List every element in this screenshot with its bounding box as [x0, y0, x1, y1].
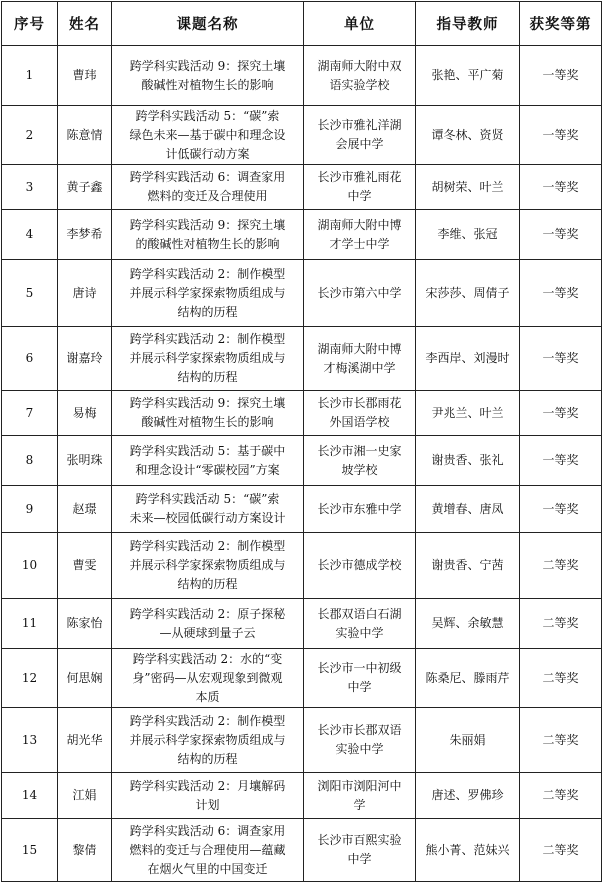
school-unit	[304, 708, 416, 773]
table-row	[2, 46, 602, 106]
topic-title-line: 跨学科实践活动 6：调查家用	[129, 823, 286, 838]
advisor-teachers: 李维、张冠	[416, 210, 520, 260]
row-seq: 1	[2, 46, 58, 106]
school-unit-line: 湖南师大附中双	[317, 58, 402, 73]
topic-title	[112, 533, 304, 599]
topic-title-line: 结构的历程	[177, 304, 238, 319]
school-unit-line: 实验中学	[335, 742, 384, 756]
award-level: 二等奖	[520, 708, 602, 773]
row-seq: 12	[2, 649, 58, 708]
table-row	[2, 773, 602, 819]
row-seq: 9	[2, 486, 58, 533]
advisor-teachers: 谭冬林、资贤	[416, 106, 520, 165]
header-topic: 课题名称	[112, 2, 304, 46]
school-unit	[304, 391, 416, 436]
award-level: 一等奖	[520, 486, 602, 533]
student-name: 曹雯	[58, 533, 112, 599]
school-unit-line: 外国语学校	[329, 415, 390, 429]
topic-title-line: 燃料的变迁与合理使用—蕴藏	[129, 842, 286, 857]
header-name: 姓名	[58, 2, 112, 46]
topic-title-line: 绿色未来—基于碳中和理念设	[129, 127, 286, 142]
school-unit-line: 长沙市一中初级	[317, 661, 402, 675]
school-unit-line: 湖南师大附中博	[317, 217, 402, 232]
award-level: 一等奖	[520, 165, 602, 210]
header-unit: 单位	[304, 2, 416, 46]
topic-title	[112, 210, 304, 260]
student-name: 李梦希	[58, 210, 112, 260]
student-name: 江娟	[58, 773, 112, 819]
topic-title-line: 本质	[195, 689, 220, 704]
school-unit-line: 学	[353, 797, 366, 812]
school-unit-line: 坡学校	[341, 462, 378, 477]
award-level: 二等奖	[520, 599, 602, 649]
advisor-teachers: 尹兆兰、叶兰	[416, 391, 520, 436]
topic-title	[112, 436, 304, 486]
advisor-teachers: 张艳、平广菊	[416, 46, 520, 106]
student-name: 黎倩	[58, 819, 112, 882]
topic-title-line: 跨学科实践活动 9：探究土壤	[129, 396, 286, 410]
award-level: 一等奖	[520, 436, 602, 486]
topic-title	[112, 46, 304, 106]
topic-title-line: 的酸碱性对植物生长的影响	[135, 236, 280, 251]
student-name: 谢嘉玲	[58, 327, 112, 391]
school-unit	[304, 773, 416, 819]
topic-title-line: 和理念设计“零碳校园”方案	[135, 462, 280, 477]
topic-title-line: 酸碱性对植物生长的影响	[141, 415, 274, 429]
advisor-teachers: 黄增春、唐凤	[416, 486, 520, 533]
student-name: 张明珠	[58, 436, 112, 486]
topic-title-line: 跨学科实践活动 2：制作模型	[129, 713, 286, 728]
row-seq: 8	[2, 436, 58, 486]
school-unit-line: 语实验学校	[329, 77, 390, 92]
school-unit	[304, 327, 416, 391]
advisor-teachers: 朱丽娟	[416, 708, 520, 773]
award-level: 一等奖	[520, 46, 602, 106]
topic-title	[112, 106, 304, 165]
student-name: 曹玮	[58, 46, 112, 106]
topic-title-line: 身”密码—从宏观现象到微观	[132, 670, 283, 685]
award-level: 二等奖	[520, 819, 602, 882]
topic-title-line: —从硬球到量子云	[159, 625, 256, 640]
award-level: 一等奖	[520, 327, 602, 391]
row-seq: 13	[2, 708, 58, 773]
header-row	[2, 2, 602, 46]
student-name: 何思娴	[58, 649, 112, 708]
row-seq: 11	[2, 599, 58, 649]
table-row	[2, 533, 602, 599]
topic-title-line: 计低碳行动方案	[165, 146, 250, 161]
school-unit-line: 长沙市雅礼洋湖	[317, 118, 402, 132]
topic-title-line: 跨学科实践活动 5：“碳”索	[135, 492, 280, 506]
topic-title-line: 跨学科实践活动 5：基于碳中	[129, 443, 286, 458]
school-unit-line: 中学	[347, 189, 372, 203]
topic-title-line: 跨学科实践活动 2：原子探秘	[129, 606, 286, 621]
table-row	[2, 260, 602, 327]
school-unit-line: 长沙市长郡雨花	[317, 396, 402, 410]
school-unit-line: 才学士中学	[329, 236, 390, 251]
student-name: 陈家怡	[58, 599, 112, 649]
advisor-teachers: 谢贵香、宁茜	[416, 533, 520, 599]
topic-title-line: 结构的历程	[177, 577, 238, 591]
award-level: 一等奖	[520, 106, 602, 165]
award-level: 二等奖	[520, 773, 602, 819]
student-name: 胡光华	[58, 708, 112, 773]
school-unit	[304, 106, 416, 165]
award-level: 二等奖	[520, 533, 602, 599]
table-row	[2, 165, 602, 210]
advisor-teachers: 宋莎莎、周倩子	[416, 260, 520, 327]
topic-title	[112, 391, 304, 436]
school-unit-line: 中学	[347, 680, 372, 694]
topic-title-line: 结构的历程	[177, 370, 238, 384]
school-unit-line: 湖南师大附中博	[317, 341, 402, 356]
topic-title-line: 在烟火气里的中国变迁	[147, 861, 268, 876]
advisor-teachers: 唐述、罗佛珍	[416, 773, 520, 819]
school-unit-line: 中学	[347, 852, 372, 866]
school-unit-line: 长沙市东雅中学	[317, 501, 402, 516]
table-row	[2, 486, 602, 533]
school-unit-line: 才梅溪湖中学	[323, 360, 396, 375]
school-unit	[304, 533, 416, 599]
topic-title-line: 并展示科学家探索物质组成与	[129, 558, 286, 572]
topic-title	[112, 708, 304, 773]
topic-title-line: 结构的历程	[177, 751, 238, 766]
table-row	[2, 436, 602, 486]
row-seq: 7	[2, 391, 58, 436]
topic-title-line: 燃料的变迁及合理使用	[147, 189, 268, 203]
student-name: 黄子鑫	[58, 165, 112, 210]
school-unit	[304, 260, 416, 327]
table-row	[2, 391, 602, 436]
topic-title-line: 并展示科学家探索物质组成与	[129, 351, 286, 365]
student-name: 陈意情	[58, 106, 112, 165]
topic-title-line: 跨学科实践活动 2：水的“变	[132, 651, 283, 666]
topic-title-line: 计划	[195, 797, 220, 812]
row-seq: 3	[2, 165, 58, 210]
table-row	[2, 708, 602, 773]
topic-title-line: 并展示科学家探索物质组成与	[129, 732, 286, 747]
advisor-teachers: 谢贵香、张礼	[416, 436, 520, 486]
advisor-teachers: 陈桑尼、滕雨芹	[416, 649, 520, 708]
award-level: 一等奖	[520, 391, 602, 436]
row-seq: 14	[2, 773, 58, 819]
school-unit	[304, 46, 416, 106]
topic-title	[112, 773, 304, 819]
school-unit-line: 会展中学	[335, 137, 384, 151]
school-unit-line: 长郡双语白石湖	[317, 606, 402, 621]
topic-title-line: 未来—校园低碳行动方案设计	[129, 511, 286, 525]
topic-title-line: 跨学科实践活动 2：制作模型	[129, 539, 286, 553]
topic-title-line: 跨学科实践活动 9：探究土壤	[129, 58, 286, 73]
school-unit-line: 浏阳市浏阳河中	[317, 778, 402, 793]
advisor-teachers: 熊小菁、范妹兴	[416, 819, 520, 882]
advisor-teachers: 李西岸、刘漫时	[416, 327, 520, 391]
award-level: 一等奖	[520, 210, 602, 260]
topic-title-line: 跨学科实践活动 2：月壤解码	[129, 778, 286, 793]
topic-title-line: 跨学科实践活动 9：探究土壤	[129, 217, 286, 232]
award-level: 一等奖	[520, 260, 602, 327]
school-unit-line: 长沙市长郡双语	[317, 723, 402, 737]
row-seq: 10	[2, 533, 58, 599]
topic-title-line: 跨学科实践活动 2：制作模型	[129, 332, 286, 346]
table-row	[2, 327, 602, 391]
student-name: 唐诗	[58, 260, 112, 327]
topic-title	[112, 327, 304, 391]
table-row	[2, 819, 602, 882]
table-row	[2, 210, 602, 260]
school-unit	[304, 486, 416, 533]
table-row	[2, 649, 602, 708]
school-unit-line: 实验中学	[335, 625, 384, 640]
school-unit	[304, 599, 416, 649]
school-unit	[304, 649, 416, 708]
advisor-teachers: 胡树荣、叶兰	[416, 165, 520, 210]
topic-title	[112, 165, 304, 210]
table-row	[2, 106, 602, 165]
header-teacher: 指导教师	[416, 2, 520, 46]
topic-title	[112, 486, 304, 533]
awards-table	[1, 1, 602, 882]
advisor-teachers: 吴辉、余敏慧	[416, 599, 520, 649]
award-level: 二等奖	[520, 649, 602, 708]
topic-title	[112, 599, 304, 649]
table-body	[2, 46, 602, 882]
table-row	[2, 599, 602, 649]
school-unit-line: 长沙市第六中学	[317, 285, 402, 300]
topic-title	[112, 649, 304, 708]
school-unit	[304, 436, 416, 486]
student-name: 易梅	[58, 391, 112, 436]
topic-title-line: 跨学科实践活动 6：调查家用	[129, 170, 286, 184]
row-seq: 2	[2, 106, 58, 165]
school-unit-line: 长沙市湘一史家	[317, 443, 402, 458]
header-award: 获奖等第	[520, 2, 602, 46]
school-unit	[304, 210, 416, 260]
school-unit-line: 长沙市雅礼雨花	[317, 170, 402, 184]
school-unit-line: 长沙市百熙实验	[317, 833, 402, 847]
row-seq: 4	[2, 210, 58, 260]
school-unit	[304, 165, 416, 210]
topic-title	[112, 260, 304, 327]
student-name: 赵璟	[58, 486, 112, 533]
row-seq: 6	[2, 327, 58, 391]
topic-title-line: 跨学科实践活动 2：制作模型	[129, 266, 286, 281]
topic-title-line: 并展示科学家探索物质组成与	[129, 285, 286, 300]
row-seq: 15	[2, 819, 58, 882]
school-unit-line: 长沙市德成学校	[317, 558, 402, 572]
topic-title-line: 跨学科实践活动 5：“碳”索	[135, 108, 280, 123]
topic-title	[112, 819, 304, 882]
school-unit	[304, 819, 416, 882]
row-seq: 5	[2, 260, 58, 327]
topic-title-line: 酸碱性对植物生长的影响	[141, 77, 274, 92]
header-seq: 序号	[2, 2, 58, 46]
